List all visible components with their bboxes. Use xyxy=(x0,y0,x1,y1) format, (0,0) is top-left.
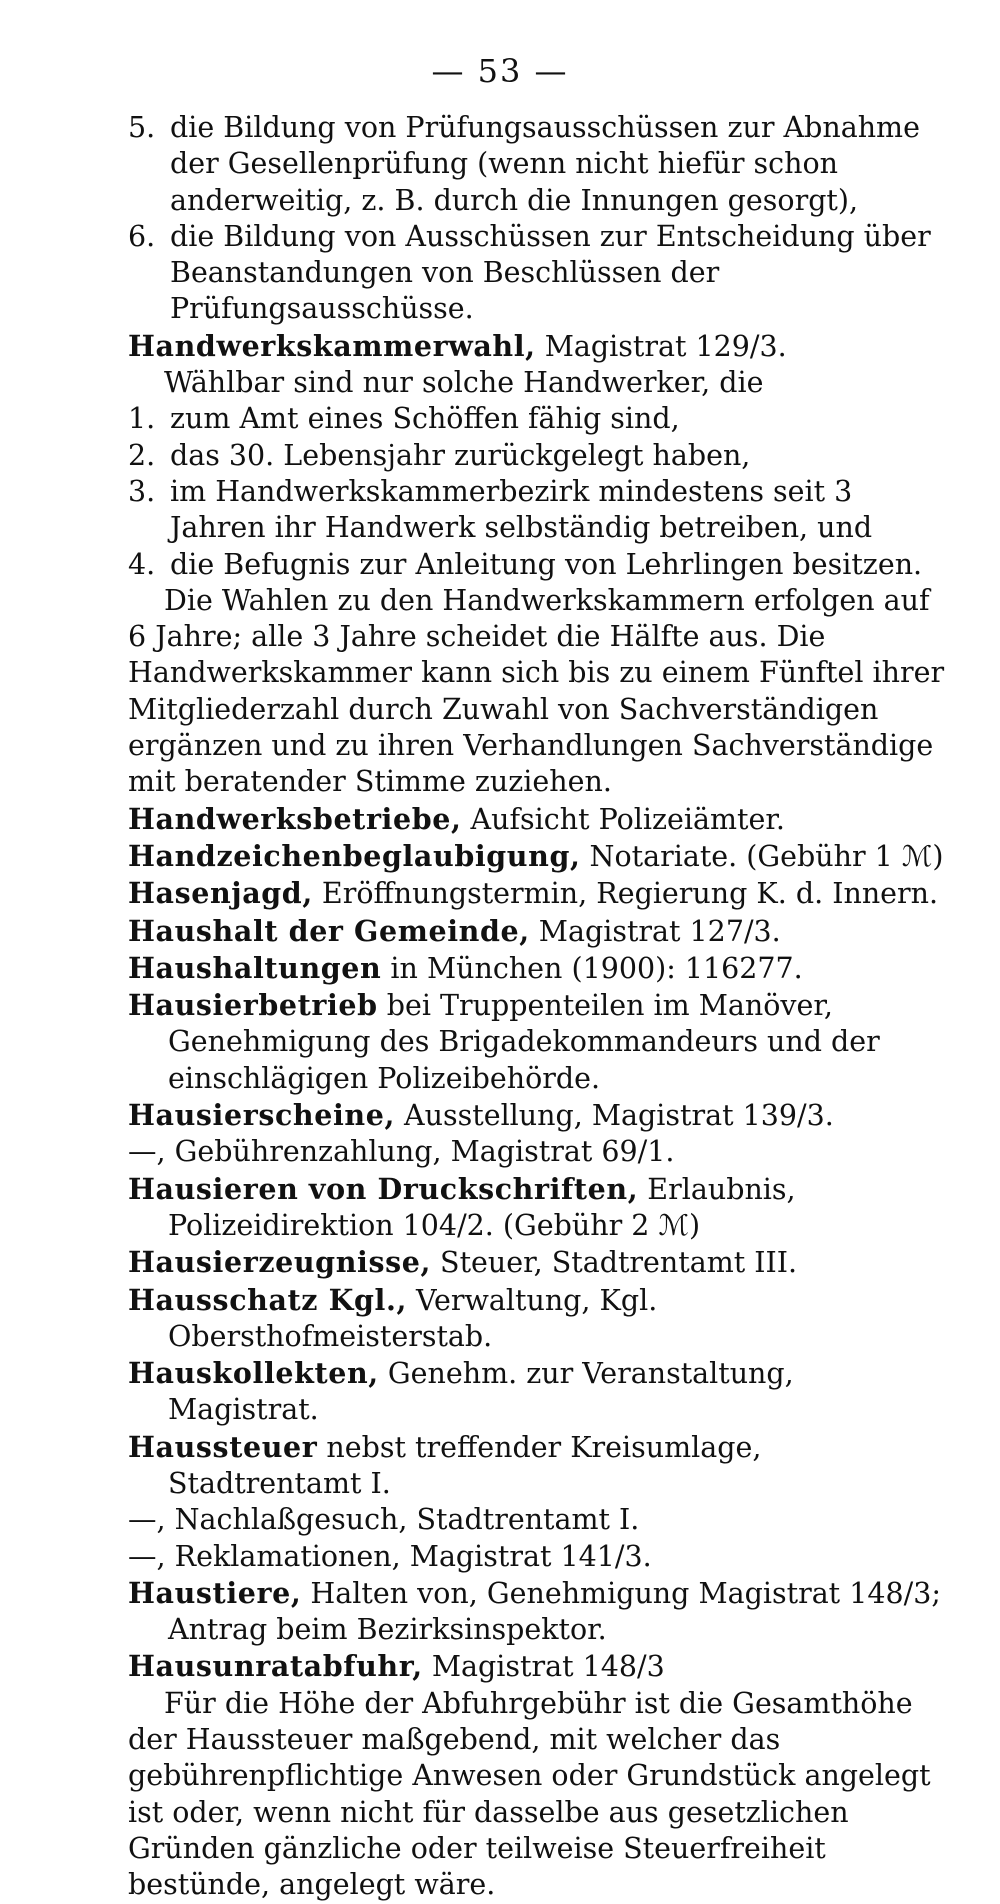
entry-keyword: Handwerksbetriebe, xyxy=(128,801,462,836)
list-number: 5. xyxy=(128,111,156,144)
entry xyxy=(128,838,946,875)
entry-text: nebst treffender Kreisumlage, Stadtrentamt I. xyxy=(168,1430,762,1500)
election-paragraph: Die Wahlen zu den Handwerkskammern erfolgen auf 6 Jahre; alle 3 Jahre scheidet die Hälfte aus. Die Handwerkskammer kann sich bis zu einem Fünftel ihrer Mitgliederzahl durch Zuwahl von Sachverständigen ergänzen und zu ihren Verhandlungen Sachverständige mit beratender Stimme zuziehen. xyxy=(128,583,945,799)
list-number: 6. xyxy=(128,219,156,253)
entry-keyword: Hauskollekten, xyxy=(128,1356,379,1391)
entry-keyword: Haustiere, xyxy=(128,1575,302,1610)
entry-keyword: Hausierscheine, xyxy=(128,1098,395,1133)
entry-keyword: Handwerkskammerwahl, xyxy=(128,328,536,363)
entry xyxy=(128,1355,946,1429)
entry-text: Magistrat 148/3 xyxy=(422,1650,665,1684)
list-number: 4. xyxy=(128,547,156,581)
sub-entry xyxy=(128,1502,946,1538)
list-text: im Handwerkskammerbezirk mindestens seit 3 Jahren ihr Handwerk selbständig betreiben, und xyxy=(170,474,873,545)
entry-keyword: Hausschatz Kgl., xyxy=(128,1282,407,1317)
entry-text: bei Truppenteilen im Manöver, Genehmigung des Brigadekommandeurs und der einschlägigen Polizeibehörde. xyxy=(168,989,880,1095)
entry-keyword: Hausieren von Druckschriften, xyxy=(128,1171,639,1206)
list-text: zum Amt eines Schöffen fähig sind, xyxy=(170,402,680,436)
list-item xyxy=(128,219,946,328)
entry-text: Halten von, Genehmigung Magistrat 148/3; Antrag beim Bezirksinspektor. xyxy=(168,1576,941,1647)
entry-text: Magistrat 129/3. xyxy=(535,329,787,363)
entry xyxy=(128,801,946,838)
entry-keyword: Haushalt der Gemeinde, xyxy=(128,913,530,948)
list-item xyxy=(128,547,946,583)
entry-text: in München (1900): 116277. xyxy=(381,951,803,985)
list-item xyxy=(128,110,946,219)
list-text: die Befugnis zur Anleitung von Lehrlingen besitzen. xyxy=(170,547,923,581)
entry-text: Magistrat 127/3. xyxy=(529,914,781,948)
sub-entry xyxy=(128,1134,946,1170)
sub-entry xyxy=(128,1539,946,1575)
entry xyxy=(128,1244,946,1281)
entry xyxy=(128,1575,946,1649)
list-number: 1. xyxy=(128,402,156,436)
entry xyxy=(128,950,946,987)
list-text: die Bildung von Ausschüssen zur Entscheidung über Beanstandungen von Beschlüssen der Prüfungsausschüsse. xyxy=(170,219,931,326)
page-number: — 53 — xyxy=(431,52,569,90)
entry xyxy=(128,987,946,1097)
list-item xyxy=(128,474,946,547)
entry-keyword: Hasenjagd, xyxy=(128,876,313,911)
entry xyxy=(128,875,946,912)
entry xyxy=(128,1097,946,1134)
entry-text: —, Nachlaßgesuch, Stadtrentamt I. xyxy=(128,1503,640,1537)
entry xyxy=(128,1429,946,1503)
entry-text: —, Reklamationen, Magistrat 141/3. xyxy=(128,1539,652,1573)
list-text: das 30. Lebensjahr zurückgelegt haben, xyxy=(170,438,751,472)
entry-handwerkskammerwahl xyxy=(128,328,946,365)
entry-keyword: Hausunratabfuhr, xyxy=(128,1649,423,1684)
entry-text: Erlaubnis, Polizeidirektion 104/2. (Gebühr 2 ℳ) xyxy=(168,1172,796,1242)
list-item xyxy=(128,438,946,474)
entry-text: Ausstellung, Magistrat 139/3. xyxy=(395,1099,834,1133)
entry-keyword: Hausierbetrieb xyxy=(128,988,378,1023)
page-content xyxy=(128,110,946,1904)
entry-hausunratabfuhr xyxy=(128,1648,946,1685)
list-item xyxy=(128,401,946,437)
entry-text: Verwaltung, Kgl. Obersthofmeisterstab. xyxy=(168,1283,658,1353)
entry-keyword: Haushaltungen xyxy=(128,950,382,985)
fee-paragraph: Für die Höhe der Abfuhrgebühr ist die Gesamthöhe der Haussteuer maßgebend, mit welcher das gebührenpflichtige Anwesen oder Grundstück angelegt ist oder, wenn nicht für dasselbe aus gesetzlichen Gründen gänzliche oder teilweise Steuerfreiheit bestünde, angelegt wäre. xyxy=(128,1686,931,1902)
list-number: 3. xyxy=(128,474,156,508)
entry-text: Steuer, Stadtrentamt III. xyxy=(431,1246,798,1280)
entry-text: —, Gebührenzahlung, Magistrat 69/1. xyxy=(128,1135,675,1169)
eligibility-intro: Wählbar sind nur solche Handwerker, die xyxy=(164,366,764,400)
entry-text: Aufsicht Polizeiämter. xyxy=(461,802,785,836)
entry-keyword: Handzeichenbeglaubigung, xyxy=(128,838,581,873)
entry-text: Notariate. (Gebühr 1 ℳ) xyxy=(580,839,944,873)
entry xyxy=(128,1282,946,1356)
list-number: 2. xyxy=(128,438,156,472)
entry-text: Genehm. zur Veranstaltung, Magistrat. xyxy=(168,1357,794,1427)
entry xyxy=(128,1171,946,1245)
entry-text: Eröffnungstermin, Regierung K. d. Innern. xyxy=(312,877,939,911)
entry xyxy=(128,913,946,950)
entry-keyword: Hausierzeugnisse, xyxy=(128,1245,431,1280)
list-text: die Bildung von Prüfungsausschüssen zur Abnahme der Gesellenprüfung (wenn nicht hiefür schon anderweitig, z. B. durch die Innungen gesorgt), xyxy=(170,111,920,217)
entry-keyword: Haussteuer xyxy=(128,1429,318,1464)
